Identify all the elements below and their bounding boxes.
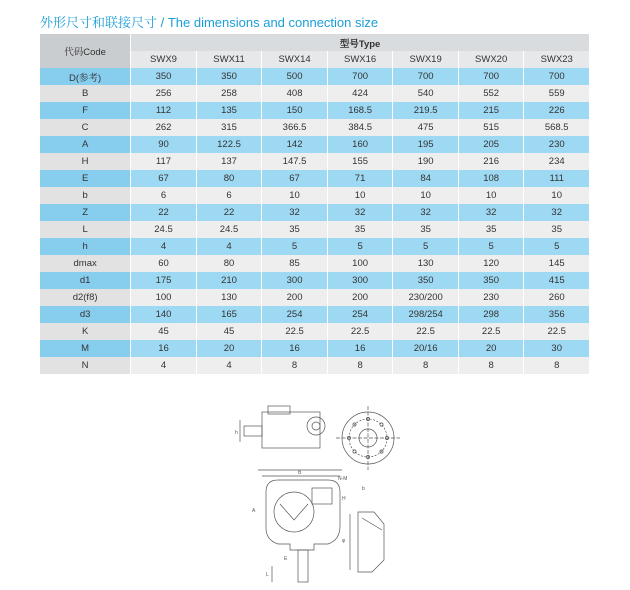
- row-code: A: [40, 136, 131, 153]
- row-code: d2(f8): [40, 289, 131, 306]
- table-cell: 130: [393, 255, 459, 272]
- label-e: E: [284, 556, 288, 562]
- table-cell: 298: [458, 306, 524, 323]
- label-nm: N-M: [338, 476, 348, 482]
- table-cell: 140: [131, 306, 197, 323]
- table-cell: 165: [196, 306, 262, 323]
- table-row: [40, 238, 590, 255]
- table-cell: 350: [393, 272, 459, 289]
- table-cell: 234: [524, 153, 590, 170]
- model-header: SWX16: [327, 51, 393, 68]
- row-code: E: [40, 170, 131, 187]
- table-cell: 35: [327, 221, 393, 238]
- table-cell: 22: [196, 204, 262, 221]
- label-h: h: [235, 430, 238, 436]
- table-cell: 415: [524, 272, 590, 289]
- table-cell: 35: [393, 221, 459, 238]
- table-cell: 10: [327, 187, 393, 204]
- table-cell: 10: [393, 187, 459, 204]
- table-cell: 24.5: [131, 221, 197, 238]
- table-cell: 200: [327, 289, 393, 306]
- table-cell: 30: [524, 340, 590, 357]
- table-cell: 117: [131, 153, 197, 170]
- table-row: [40, 323, 590, 340]
- table-cell: 10: [458, 187, 524, 204]
- table-cell: 230: [524, 136, 590, 153]
- table-cell: 22: [131, 204, 197, 221]
- bolt-hole: [380, 423, 383, 426]
- table-cell: 22.5: [262, 323, 328, 340]
- table-cell: 60: [131, 255, 197, 272]
- table-cell: 256: [131, 85, 197, 102]
- model-header: SWX23: [524, 51, 590, 68]
- table-cell: 16: [262, 340, 328, 357]
- table-cell: 100: [131, 289, 197, 306]
- table-cell: 350: [131, 68, 197, 85]
- table-cell: 515: [458, 119, 524, 136]
- input-shaft: [298, 550, 308, 582]
- row-code: dmax: [40, 255, 131, 272]
- table-cell: 5: [327, 238, 393, 255]
- row-code: M: [40, 340, 131, 357]
- table-cell: 147.5: [262, 153, 328, 170]
- row-code: D(参考): [40, 68, 131, 85]
- table-cell: 4: [196, 238, 262, 255]
- table-cell: 168.5: [327, 102, 393, 119]
- table-cell: 700: [393, 68, 459, 85]
- table-cell: 4: [131, 238, 197, 255]
- table-cell: 190: [393, 153, 459, 170]
- table-cell: 195: [393, 136, 459, 153]
- table-cell: 135: [196, 102, 262, 119]
- table-cell: 258: [196, 85, 262, 102]
- table-cell: 16: [327, 340, 393, 357]
- row-code: d3: [40, 306, 131, 323]
- row-code: h: [40, 238, 131, 255]
- table-cell: 568.5: [524, 119, 590, 136]
- label-l: L: [266, 572, 269, 578]
- model-header: SWX11: [196, 51, 262, 68]
- table-row: [40, 85, 590, 102]
- table-cell: 8: [524, 357, 590, 374]
- table-cell: 35: [524, 221, 590, 238]
- nameplate: [312, 488, 332, 504]
- table-cell: 71: [327, 170, 393, 187]
- table-cell: 366.5: [262, 119, 328, 136]
- table-row: [40, 136, 590, 153]
- table-row: [40, 306, 590, 323]
- table-cell: 108: [458, 170, 524, 187]
- model-header: SWX20: [458, 51, 524, 68]
- table-cell: 254: [262, 306, 328, 323]
- table-cell: 5: [524, 238, 590, 255]
- table-cell: 5: [458, 238, 524, 255]
- model-header: SWX19: [393, 51, 459, 68]
- table-row: [40, 153, 590, 170]
- top-view-bore: [312, 422, 320, 430]
- table-cell: 120: [458, 255, 524, 272]
- table-row: [40, 102, 590, 119]
- row-code: H: [40, 153, 131, 170]
- table-row: [40, 119, 590, 136]
- table-cell: 500: [262, 68, 328, 85]
- table-cell: 5: [262, 238, 328, 255]
- table-cell: 20: [196, 340, 262, 357]
- table-cell: 8: [262, 357, 328, 374]
- table-cell: 4: [196, 357, 262, 374]
- table-body: [40, 68, 590, 374]
- table-cell: 6: [196, 187, 262, 204]
- side-view-body: [358, 512, 384, 572]
- table-cell: 475: [393, 119, 459, 136]
- model-header: SWX9: [131, 51, 197, 68]
- table-cell: 67: [131, 170, 197, 187]
- table-cell: 32: [327, 204, 393, 221]
- table-header-row: [40, 34, 590, 51]
- table-cell: 10: [262, 187, 328, 204]
- table-cell: 350: [458, 272, 524, 289]
- table-cell: 32: [393, 204, 459, 221]
- label-b2: B: [298, 470, 302, 476]
- table-cell: 24.5: [196, 221, 262, 238]
- top-view-cap: [268, 406, 290, 414]
- table-cell: 112: [131, 102, 197, 119]
- table-cell: 230: [458, 289, 524, 306]
- table-row: [40, 340, 590, 357]
- table-cell: 32: [262, 204, 328, 221]
- row-code: K: [40, 323, 131, 340]
- table-cell: 315: [196, 119, 262, 136]
- table-cell: 150: [262, 102, 328, 119]
- side-view-detail: [362, 518, 382, 530]
- table-cell: 8: [327, 357, 393, 374]
- label-phi: φ: [342, 538, 346, 544]
- table-cell: 8: [458, 357, 524, 374]
- table-cell: 10: [524, 187, 590, 204]
- table-cell: 700: [327, 68, 393, 85]
- table-row: [40, 170, 590, 187]
- table-cell: 300: [327, 272, 393, 289]
- table-cell: 80: [196, 255, 262, 272]
- table-cell: 122.5: [196, 136, 262, 153]
- table-cell: 80: [196, 170, 262, 187]
- table-cell: 16: [131, 340, 197, 357]
- row-code: d1: [40, 272, 131, 289]
- table-cell: 45: [131, 323, 197, 340]
- table-cell: 22.5: [524, 323, 590, 340]
- table-cell: 145: [524, 255, 590, 272]
- page-title: 外形尺寸和联接尺寸 / The dimensions and connection size: [40, 15, 379, 30]
- table-cell: 45: [196, 323, 262, 340]
- table-cell: 160: [327, 136, 393, 153]
- label-a: A: [252, 508, 256, 514]
- table-cell: 298/254: [393, 306, 459, 323]
- row-code: Z: [40, 204, 131, 221]
- table-cell: 350: [196, 68, 262, 85]
- row-code: L: [40, 221, 131, 238]
- table-cell: 5: [393, 238, 459, 255]
- gearbox-drawing-icon: [232, 400, 412, 590]
- row-code: N: [40, 357, 131, 374]
- model-header: SWX14: [262, 51, 328, 68]
- top-view-boss: [307, 417, 325, 435]
- technical-drawing: [232, 400, 412, 590]
- table-cell: 215: [458, 102, 524, 119]
- table-cell: 700: [524, 68, 590, 85]
- dimensions-table: [40, 34, 590, 374]
- table-cell: 142: [262, 136, 328, 153]
- table-cell: 262: [131, 119, 197, 136]
- table-row: [40, 272, 590, 289]
- table-cell: 300: [262, 272, 328, 289]
- bolt-hole: [353, 450, 356, 453]
- table-row: [40, 187, 590, 204]
- type-header: 型号Type: [131, 34, 590, 51]
- main-dial: [274, 492, 314, 532]
- table-row: [40, 68, 590, 85]
- table-row: [40, 357, 590, 374]
- table-cell: 260: [524, 289, 590, 306]
- table-cell: 200: [262, 289, 328, 306]
- table-cell: 552: [458, 85, 524, 102]
- table-cell: 540: [393, 85, 459, 102]
- table-cell: 219.5: [393, 102, 459, 119]
- table-cell: 111: [524, 170, 590, 187]
- table-cell: 35: [458, 221, 524, 238]
- table-cell: 230/200: [393, 289, 459, 306]
- table-cell: 35: [262, 221, 328, 238]
- table-cell: 100: [327, 255, 393, 272]
- table-cell: 356: [524, 306, 590, 323]
- table-row: [40, 221, 590, 238]
- table-cell: 20: [458, 340, 524, 357]
- table-cell: 32: [524, 204, 590, 221]
- table-row: [40, 289, 590, 306]
- code-header: 代码Code: [40, 34, 131, 68]
- table-cell: 6: [131, 187, 197, 204]
- table-cell: 559: [524, 85, 590, 102]
- table-cell: 130: [196, 289, 262, 306]
- table-cell: 20/16: [393, 340, 459, 357]
- table-cell: 205: [458, 136, 524, 153]
- table-cell: 408: [262, 85, 328, 102]
- table-cell: 700: [458, 68, 524, 85]
- table-cell: 8: [393, 357, 459, 374]
- table-cell: 384.5: [327, 119, 393, 136]
- table-cell: 22.5: [458, 323, 524, 340]
- table-cell: 22.5: [327, 323, 393, 340]
- table-cell: 32: [458, 204, 524, 221]
- top-view-handwheel-shaft: [244, 426, 262, 436]
- row-code: F: [40, 102, 131, 119]
- label-b: b: [362, 486, 365, 492]
- table-row: [40, 255, 590, 272]
- label-h2: H: [342, 496, 346, 502]
- row-code: b: [40, 187, 131, 204]
- table-cell: 22.5: [393, 323, 459, 340]
- top-view-body: [262, 412, 320, 448]
- table-cell: 90: [131, 136, 197, 153]
- table-cell: 155: [327, 153, 393, 170]
- row-code: B: [40, 85, 131, 102]
- row-code: C: [40, 119, 131, 136]
- table-cell: 210: [196, 272, 262, 289]
- table-cell: 175: [131, 272, 197, 289]
- table-cell: 254: [327, 306, 393, 323]
- table-cell: 137: [196, 153, 262, 170]
- table-row: [40, 204, 590, 221]
- table-cell: 67: [262, 170, 328, 187]
- table-cell: 4: [131, 357, 197, 374]
- table-cell: 424: [327, 85, 393, 102]
- dial-pointer-icon: [280, 504, 308, 520]
- table-cell: 216: [458, 153, 524, 170]
- table-cell: 85: [262, 255, 328, 272]
- main-body: [266, 480, 340, 550]
- table-cell: 84: [393, 170, 459, 187]
- table-cell: 226: [524, 102, 590, 119]
